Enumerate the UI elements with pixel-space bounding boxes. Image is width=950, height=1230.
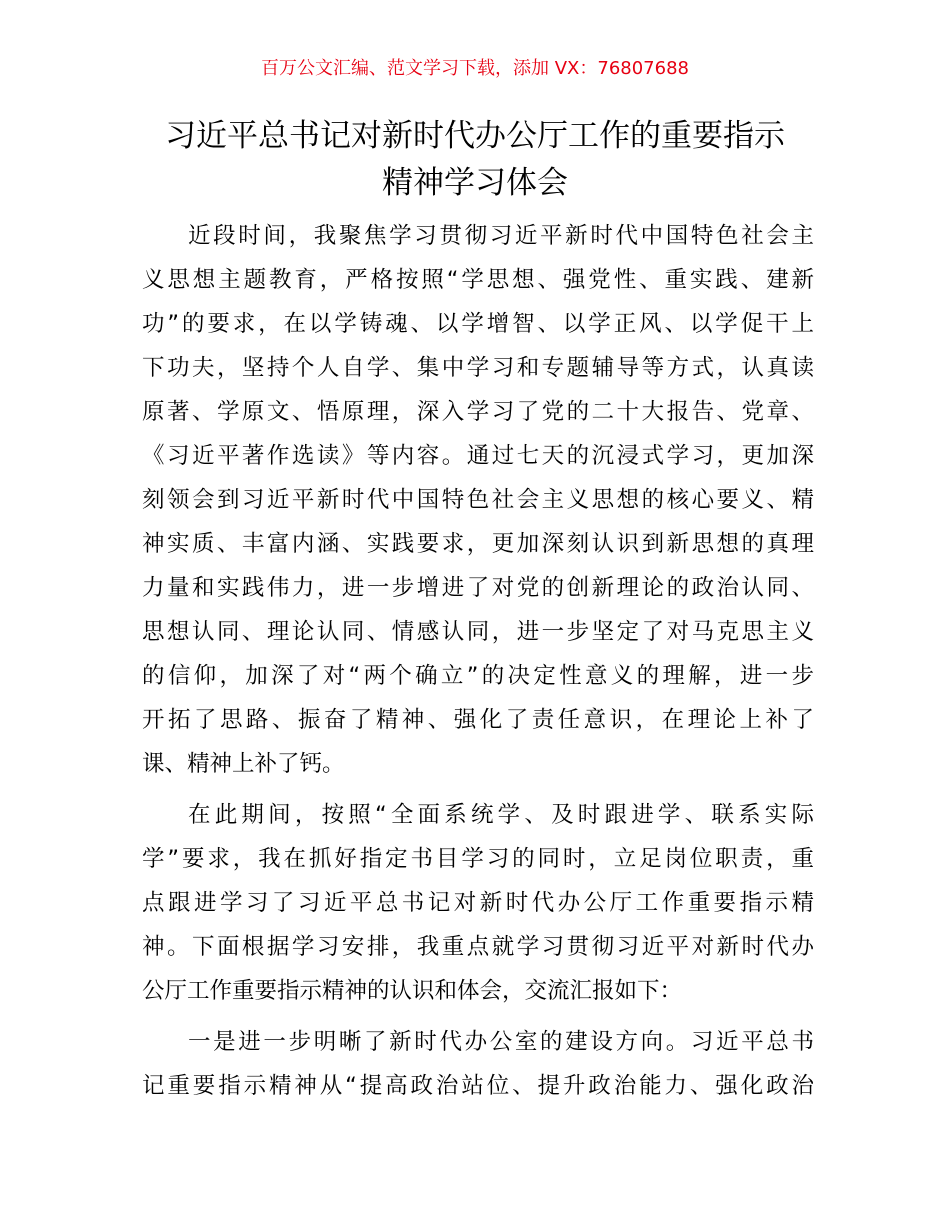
title-line: 精神学习体会 [382, 165, 568, 201]
text-line: 近段时间，我聚焦学习贯彻习近平新时代中国特色社会主 [188, 223, 814, 249]
text-line: 的信仰，加深了对“两个确立”的决定性意义的理解，进一步 [142, 663, 814, 689]
text-line: 思想认同、理论认同、情感认同，进一步坚定了对马克思主义 [142, 619, 814, 645]
paragraph-2 [142, 793, 814, 1013]
text-line: 原著、学原文、悟原理，深入学习了党的二十大报告、党章、 [142, 399, 814, 425]
paragraph-1 [142, 214, 814, 786]
text-line: 神实质、丰富内涵、实践要求，更加深刻认识到新思想的真理 [142, 531, 814, 557]
document-body [142, 214, 814, 1115]
text-line: 公厅工作重要指示精神的认识和体会，交流汇报如下： [142, 978, 683, 1004]
text-line: 在此期间，按照“全面系统学、及时跟进学、联系实际 [188, 802, 814, 828]
title-line: 习近平总书记对新时代办公厅工作的重要指示 [165, 118, 785, 154]
text-line: 记重要指示精神从“提高政治站位、提升政治能力、强化政治 [142, 1073, 814, 1099]
text-line: 神。下面根据学习安排，我重点就学习贯彻习近平对新时代办 [142, 934, 814, 960]
text-line: 开拓了思路、振奋了精神、强化了责任意识，在理论上补了 [142, 707, 814, 733]
text-line: 刻领会到习近平新时代中国特色社会主义思想的核心要义、精 [142, 487, 814, 513]
paragraph-3 [142, 1020, 814, 1108]
text-line: 《习近平著作选读》等内容。通过七天的沉浸式学习，更加深 [142, 443, 814, 469]
text-line: 下功夫，坚持个人自学、集中学习和专题辅导等方式，认真读 [142, 355, 814, 381]
text-line: 课、精神上补了钙。 [142, 751, 345, 777]
text-line: 点跟进学习了习近平总书记对新时代办公厅工作重要指示精 [142, 890, 814, 916]
text-line: 学”要求，我在抓好指定书目学习的同时，立足岗位职责，重 [142, 846, 814, 872]
text-line: 义思想主题教育，严格按照“学思想、强党性、重实践、建新 [142, 267, 814, 293]
text-line: 功”的要求，在以学铸魂、以学增智、以学正风、以学促干上 [142, 311, 814, 337]
text-line: 一是进一步明晰了新时代办公室的建设方向。习近平总书 [188, 1029, 814, 1055]
text-line: 力量和实践伟力，进一步增进了对党的创新理论的政治认同、 [142, 575, 814, 601]
header-banner: 百万公文汇编、范文学习下载，添加 VX：76807688 [261, 58, 689, 79]
document-title [130, 113, 820, 207]
